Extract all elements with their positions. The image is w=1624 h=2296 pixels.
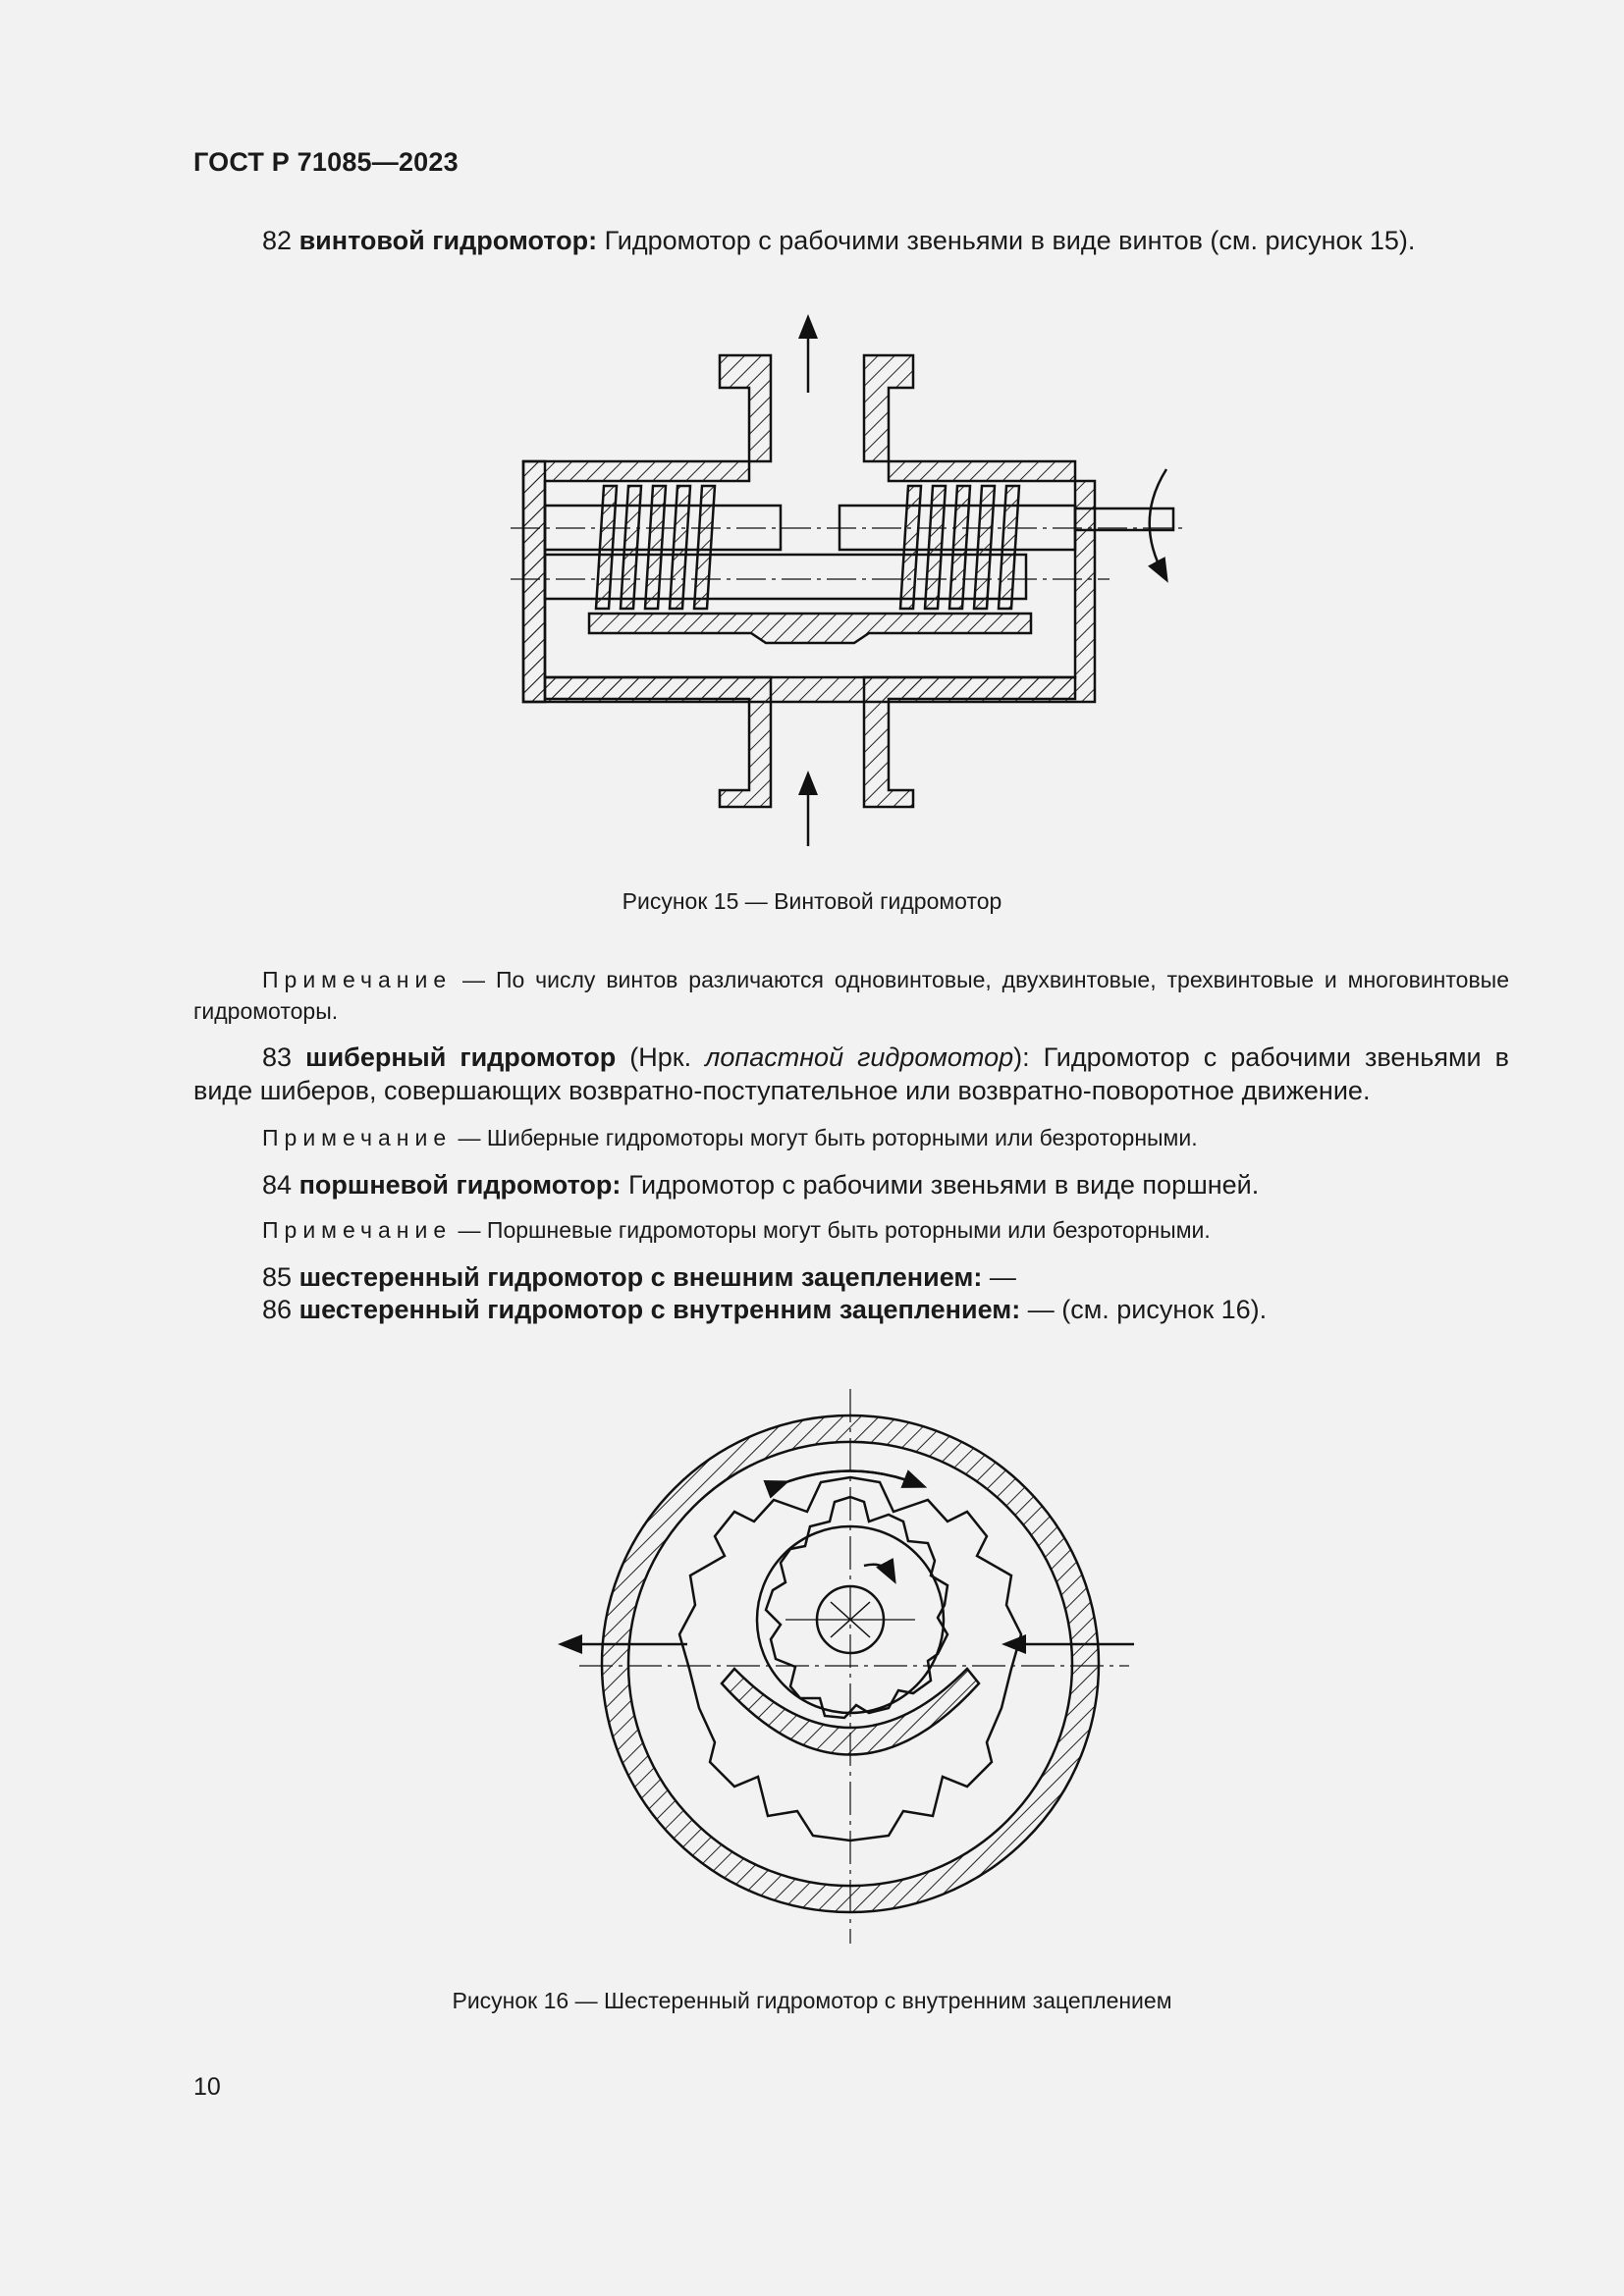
note-label: Примечание	[262, 1125, 453, 1150]
term-number: 82	[262, 226, 293, 255]
term-definition: Гидромотор с рабочими звеньями в виде поршней.	[627, 1170, 1260, 1200]
term-title: поршневой гидромотор:	[298, 1170, 622, 1200]
note-3	[193, 1214, 1509, 1246]
term-definition: — (см. рисунок 16).	[1027, 1295, 1268, 1324]
figure-16-gear-motor	[0, 1374, 1624, 1963]
figure-16-caption: Рисунок 16 — Шестеренный гидромотор с внутренним зацеплением	[452, 1988, 1172, 2013]
term-number: 85	[262, 1262, 293, 1292]
term-83	[193, 1041, 1509, 1107]
term-number: 84	[262, 1170, 293, 1200]
term-nrk-close: ):	[1013, 1042, 1030, 1072]
note-text: — По числу винтов различаются одновинтовые, двухвинтовые, трехвинтовые и многовинтовые гидромоторы.	[193, 967, 1509, 1024]
term-title: шестеренный гидромотор с внешним зацеплением:	[298, 1262, 983, 1292]
term-number: 83	[262, 1042, 293, 1072]
term-nrk-open: (Нрк.	[629, 1042, 692, 1072]
standard-header: ГОСТ Р 71085—2023	[193, 147, 459, 177]
term-number: 86	[262, 1295, 293, 1324]
term-definition: —	[989, 1262, 1016, 1292]
note-text: — Поршневые гидромоторы могут быть роторными или безроторными.	[458, 1217, 1211, 1243]
note-text: — Шиберные гидромоторы могут быть роторными или безроторными.	[458, 1125, 1198, 1150]
note-label: Примечание	[262, 1217, 453, 1243]
term-title: винтовой гидромотор:	[298, 226, 598, 255]
figure-15-screw-motor	[0, 0, 1624, 883]
term-85	[193, 1260, 1509, 1294]
term-84	[193, 1168, 1509, 1201]
term-definition: Гидромотор с рабочими звеньями в виде шиберов, совершающих возвратно-поступательное или возвратно-поворотное движение.	[193, 1042, 1509, 1105]
figure-15-caption: Рисунок 15 — Винтовой гидромотор	[622, 888, 1002, 914]
term-title: шиберный гидромотор	[305, 1042, 617, 1072]
term-definition: Гидромотор с рабочими звеньями в виде винтов (см. рисунок 15).	[604, 226, 1416, 255]
note-1	[193, 964, 1509, 1027]
term-86	[193, 1293, 1509, 1326]
note-label: Примечание	[262, 967, 453, 992]
term-title: шестеренный гидромотор с внутренним зацеплением:	[298, 1295, 1021, 1324]
term-nrk: лопастной гидромотор	[705, 1042, 1014, 1072]
page-number: 10	[193, 2073, 221, 2101]
note-2	[193, 1122, 1509, 1153]
